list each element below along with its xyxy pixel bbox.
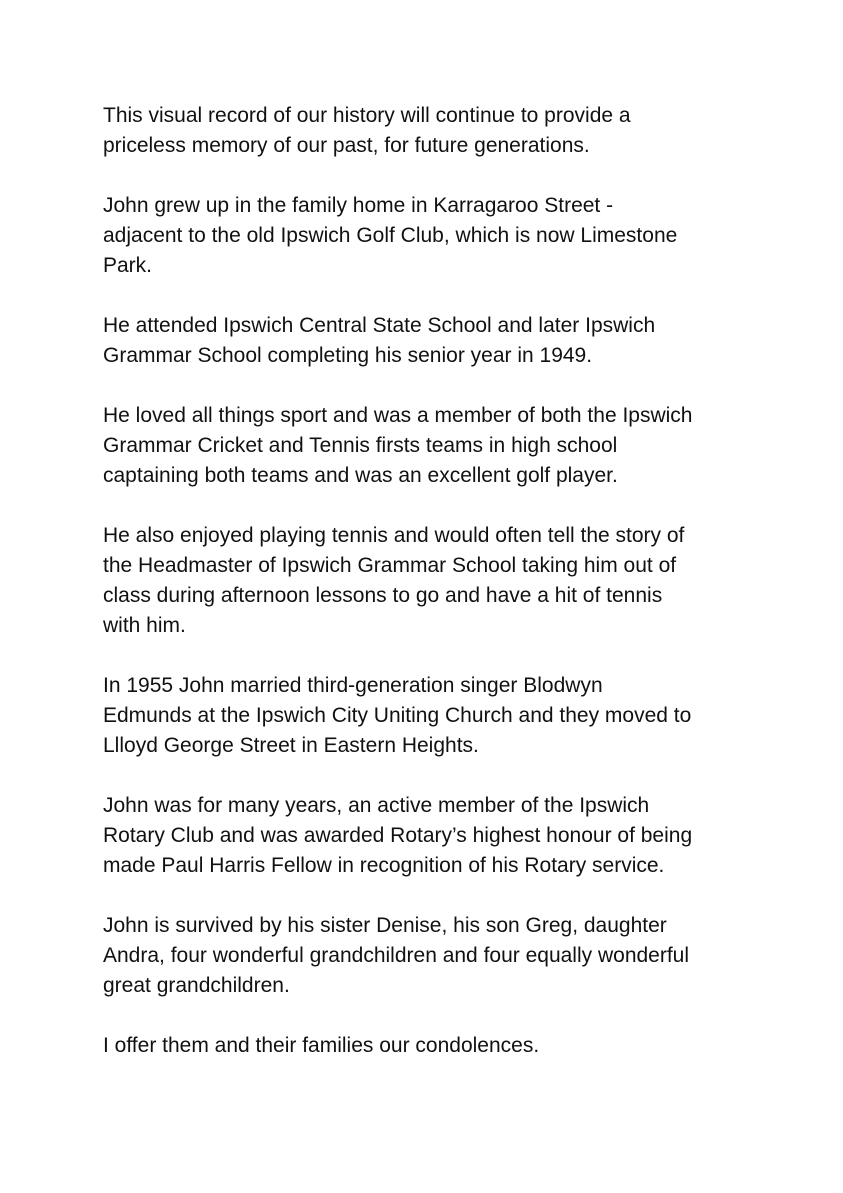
text-line: I offer them and their families our condolences. [103,1034,540,1057]
paragraph-5 [103,521,763,641]
text-line: class during afternoon lessons to go and have a hit of tennis [103,584,663,607]
text-line: adjacent to the old Ipswich Golf Club, which is now Limestone [103,224,678,247]
text-line: Rotary Club and was awarded Rotary’s highest honour of being [103,824,693,847]
text-line: John was for many years, an active member of the Ipswich [103,794,650,817]
text-line: Edmunds at the Ipswich City Uniting Church and they moved to [103,704,692,727]
paragraph-1 [103,101,763,161]
paragraph-9 [103,1031,763,1061]
text-line: made Paul Harris Fellow in recognition of his Rotary service. [103,854,665,877]
text-line: with him. [103,614,186,637]
paragraph-6 [103,671,763,761]
paragraph-4 [103,401,763,491]
text-line: priceless memory of our past, for future generations. [103,134,590,157]
paragraph-7 [103,791,763,881]
text-line: Grammar Cricket and Tennis firsts teams in high school [103,434,618,457]
paragraph-8 [103,911,763,1001]
document-body [103,101,763,1061]
text-line: This visual record of our history will continue to provide a [103,104,631,127]
text-line: John grew up in the family home in Karragaroo Street - [103,194,614,217]
text-line: Llloyd George Street in Eastern Heights. [103,734,479,757]
text-line: Andra, four wonderful grandchildren and four equally wonderful [103,944,690,967]
paragraph-2 [103,191,763,281]
text-line: He loved all things sport and was a member of both the Ipswich [103,404,693,427]
text-line: great grandchildren. [103,974,290,997]
text-line: Grammar School completing his senior year in 1949. [103,344,593,367]
paragraph-3 [103,311,763,371]
text-line: captaining both teams and was an excellent golf player. [103,464,618,487]
text-line: He attended Ipswich Central State School and later Ipswich [103,314,656,337]
text-line: He also enjoyed playing tennis and would often tell the story of [103,524,685,547]
text-line: the Headmaster of Ipswich Grammar School taking him out of [103,554,677,577]
text-line: John is survived by his sister Denise, his son Greg, daughter [103,914,667,937]
text-line: Park. [103,254,153,277]
text-line: In 1955 John married third-generation singer Blodwyn [103,674,603,697]
